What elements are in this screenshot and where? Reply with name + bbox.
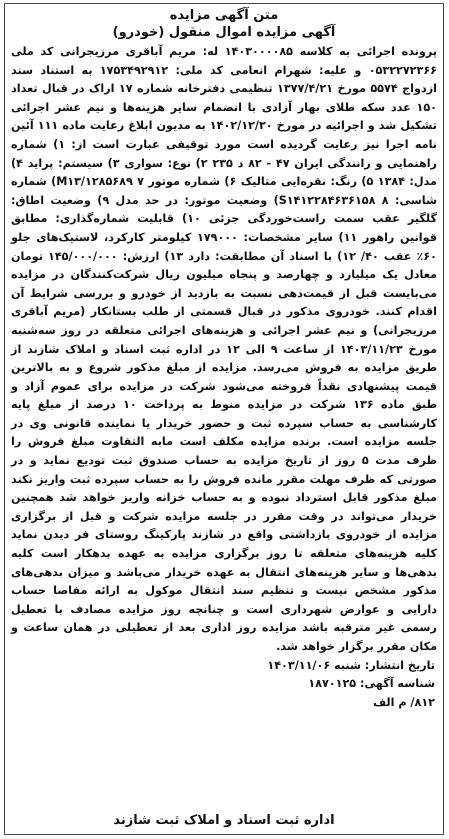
notice-title: متن آگهی مزایده bbox=[169, 8, 279, 23]
notice-id: شناسه آگهی: ۱۸۷۰۱۲۵ bbox=[308, 677, 435, 691]
issuing-office: اداره ثبت اسناد و املاک ثبت شازند bbox=[113, 813, 335, 828]
publish-date: تاریخ انتشار: شنبه ۱۴۰۳/۱۱/۰۶ bbox=[267, 658, 435, 672]
notice-header bbox=[5, 7, 443, 41]
notice-footer bbox=[13, 657, 435, 713]
notice-frame bbox=[4, 3, 444, 835]
notice-subtitle: آگهی مزایده اموال منقول (خودرو) bbox=[112, 25, 336, 40]
notice-body bbox=[11, 43, 437, 657]
notice-code: ۸۱۲/ م الف bbox=[373, 695, 435, 709]
notice-body-paragraph: پرونده اجرائی به کلاسه ۱۴۰۳۰۰۰۰۸۵ له: مریم آباقری مرزیجرانی کد ملی ۰۵۳۲۲۷۲۳۶۶ و علیه: شهرام انعامی کد ملی: ۱۷۵۳۴۹۲۹۱۲ به استناد سند ازدواج ۵۵۷۴ مورخ ۱۳۷۷/۴/۲۱ تنظیمی دفترخانه شماره ۱۷ اراک در قبال تعداد ۱۵۰ عدد سکه طلای بهار آزادی با انضمام سایر هزینه‌ها و نیم عشر اجرائی تشکیل شد و اجرائیه در مورخ ۱۴۰۲/۱۲/۲۰ به مدیون ابلاغ رعایت ماده ۱۱۱ آئین نامه اجرا نیز رعایت گردیده است مورد توقیفی عبارت است از: ۱) شماره راهنمایی و رانندگی ایران ۴۷ - ۸۲ د ۲۳۵ ۲) نوع: سواری ۳) سیستم: پراید ۴) مدل: ۱۳۸۴ ۵) رنگ: نقره‌ایی متالیک ۶) شماره موتور M۱۳/۱۲۸۵۶۸۹ ۷) شماره شاسی: S۱۴۱۲۲۸۴۶۳۶۱۵۸ ۸) وضعیت موتور: در حد مدل ۹) وضعیت اطاق: گلگیر عقب سمت راست‌خوردگی جزئی ۱۰) قابلیت شماره‌گذاری: مطابق قوانین راهور ۱۱) سایر مشخصات: ۱۷۹۰۰۰ کیلومتر کارکرد، لاستیک‌های جلو ۶۰٪ عقب ۴۰/ ۱۲) با اسناد آن مطابقت: دارد ۱۳) ارزش: ۱۴۵/۰۰۰/۰۰۰ تومان معادل یک میلیارد و چهارصد و پنجاه میلیون ریال شرکت‌کنندگان در مزایده می‌بایست قبل از قیمت‌دهی نسبت به بازدید از خودرو و بررسی شرایط آن اقدام کنند. خودروی مذکور در قبال قسمتی از طلب بستانکار (مریم آباقری مرزیجرانی) و نیم عشر اجرائی و هزینه‌های اجرائی متعلقه در روز سه‌شنبه مورخ ۱۴۰۳/۱۱/۲۳ از ساعت ۹ الی ۱۲ در اداره ثبت اسناد و املاک شازند از طریق مزایده به فروش می‌رسد. مزایده از مبلغ مذکور شروع و به بالاترین قیمت پیشنهادی نقداً فروخته می‌شود شرکت در مزایده برای عموم آزاد و طبق ماده ۱۳۶ شرکت در مزایده منوط به پرداخت ۱۰ درصد از مبلغ پایه کارشناسی به حساب سپرده ثبت و حضور خریدار یا نماینده قانونی وی در جلسه مزایده است. برنده مزایده مکلف است مابه التفاوت مبلغ فروش را ظرف مدت ۵ روز از تاریخ مزایده به حساب صندوق ثبت تودیع نماید و در صورتی که ظرف مهلت مقرر مانده فروش را به حساب سپرده ثبت واریز نکند مبلغ مذکور قابل استرداد نبوده و به حساب خزانه واریز خواهد شد همچنین خریدار می‌تواند در وقت مقرر در جلسه مزایده شرکت و قبل از برگزاری مزایده از خودروی بازداشتی واقع در شازند پارکینگ روستای فر دیدن نماید کلیه هزینه‌های متعلقه تا روز برگزاری مزایده به عهده بدهکار است کلیه بدهی‌ها و سایر هزینه‌های انتقال به عهده خریدار می‌باشد و میزان بدهی‌های مذکور مشخص نیست و تنظیم سند انتقال موکول به ارائه مفاصا حساب دارایی و عوارض شهرداری است و چنانچه روز مزایده مصادف با تعطیل رسمی غیر مترقبه باشد مزایده روز اداری بعد از تعطیلی در همان ساعت و مکان مقرر برگزار خواهد شد. bbox=[11, 45, 438, 653]
